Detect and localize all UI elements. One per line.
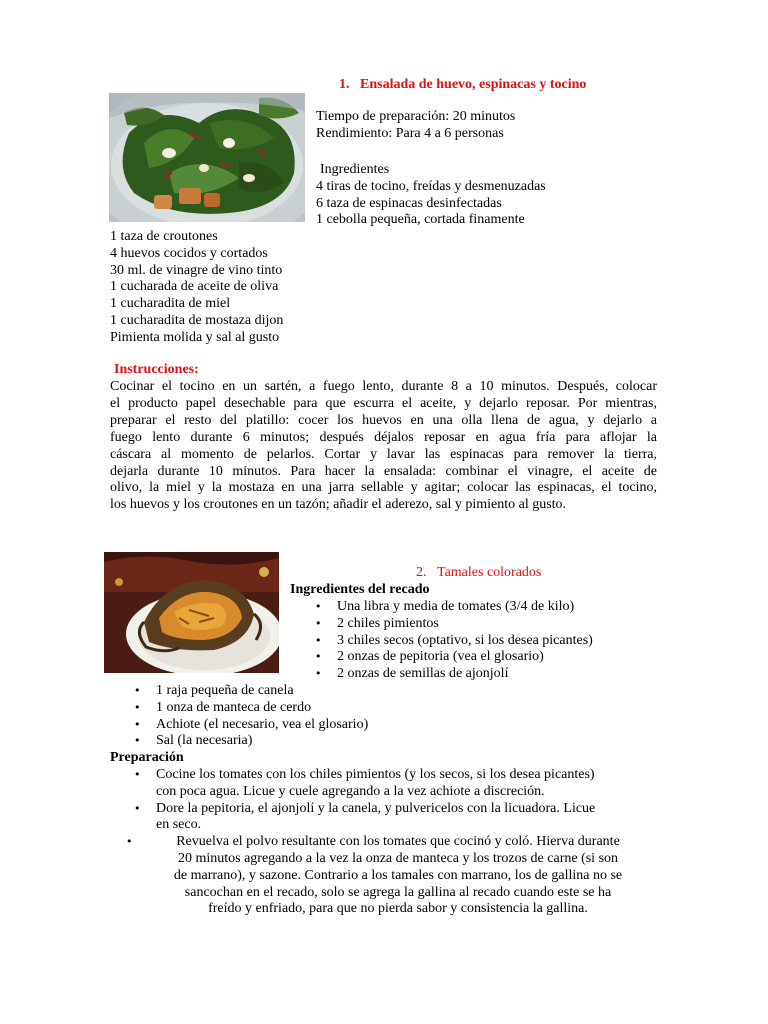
instructions-heading: Instrucciones: [114, 362, 199, 377]
recipe1-ingredients-bottom [110, 229, 283, 347]
list-item: • Achiote (el necesario, vea el glosario) [156, 717, 368, 734]
list-item: • 1 onza de manteca de cerdo [156, 700, 368, 717]
recipe1-number: 1. [339, 77, 350, 92]
recipe1-ingredients-top [316, 162, 546, 229]
recipe2-title-text: Tamales colorados [437, 565, 542, 580]
preparation-heading: Preparación [110, 750, 184, 765]
step-line: con poca agua. Licue y cuele agregando a la vez achiote a discreción. [156, 783, 545, 799]
recipe1-title-text: Ensalada de huevo, espinacas y tocino [360, 77, 587, 92]
preparation-steps [156, 767, 656, 918]
recipe2-subheading: Ingredientes del recado [290, 582, 430, 597]
list-item: • 2 onzas de pepitoria (vea el glosario) [337, 649, 593, 666]
list-item: • 2 chiles pimientos [337, 616, 593, 633]
step-line: freído y enfriado, para que no pierda sabor y consistencia la gallina. [208, 901, 588, 917]
yield: Rendimiento: Para 4 a 6 personas [316, 125, 504, 141]
step-line: • Cocine los tomates con los chiles pimientos (y los secos, si los desea picantes) [156, 767, 595, 782]
recipe1-meta [316, 109, 515, 143]
ingredient-item: 1 cucharadita de mostaza dijon [110, 312, 284, 328]
instructions-line: preparar el resto del platillo: cocer los huevos en una olla llena de agua, y dejarlo a [110, 412, 657, 428]
instructions-line: fuego lento durante 6 minutos; después déjalos reposar en agua fría para aflojar la [110, 429, 657, 445]
recipe2-ingredients-bottom [156, 683, 368, 750]
step-line: de marrano), y sazone. Contrario a los tamales con marrano, los de gallina no se [173, 867, 623, 883]
preparation-step [156, 767, 656, 801]
ingredient-item: 4 huevos cocidos y cortados [110, 245, 268, 261]
instructions-line: dejarla durante 10 minutos. Para hacer la ensalada: combinar el vinagre, el aceite de [110, 463, 657, 479]
ingredient-item: 1 cebolla pequeña, cortada finamente [316, 212, 525, 228]
instructions-line: los huevos y los croutones en un tazón; añadir el aderezo, sal y pimiento al gusto. [110, 497, 567, 513]
ingredient-item: Pimienta molida y sal al gusto [110, 329, 280, 345]
step-line: 20 minutos agregando a la vez la onza de manteca y los trozos de carne (si son [177, 850, 619, 866]
list-item: • Una libra y media de tomates (3/4 de kilo) [337, 599, 593, 616]
recipe2-number: 2. [416, 565, 427, 580]
ingredient-item: 4 tiras de tocino, freídas y desmenuzadas [316, 178, 546, 194]
ingredient-item: 30 ml. de vinagre de vino tinto [110, 262, 283, 278]
preparation-step [156, 801, 656, 835]
step-line: en seco. [156, 817, 202, 833]
recipe2-title [416, 565, 541, 581]
list-item: • 2 onzas de semillas de ajonjolí [337, 666, 593, 683]
ingredient-item: 1 cucharadita de miel [110, 296, 231, 312]
instructions-line: Cocinar el tocino en un sartén, a fuego lento, durante 8 a 10 minutos. Después, colocar [110, 379, 657, 394]
instructions-line: cáscara al momento de pelarlos. Cortar y lavar las espinacas para remover la tierra, [110, 446, 657, 462]
preparation-step [148, 834, 648, 918]
recipe2-ingredients-top [337, 599, 593, 683]
salad-photo [109, 93, 305, 222]
list-item: • 3 chiles secos (optativo, si los desea picantes) [337, 633, 593, 650]
recipe1-title [339, 77, 586, 93]
ingredient-item: 1 taza de croutones [110, 229, 218, 244]
list-item: • 1 raja pequeña de canela [156, 683, 368, 700]
step-line: • Dore la pepitoria, el ajonjolí y la canela, y pulvericelos con la licuadora. Licue [156, 800, 596, 816]
ingredient-item: 1 cucharada de aceite de oliva [110, 279, 279, 295]
ingredients-heading: Ingredientes [320, 162, 390, 177]
instructions-line: el producto papel desechable para que escurra el aceite, y dejarlo reposar. Por mientras, [110, 395, 657, 411]
ingredient-item: 6 taza de espinacas desinfectadas [316, 195, 502, 211]
step-line: • Revuelva el polvo resultante con los tomates que cocinó y coló. Hierva durante [176, 834, 620, 850]
step-line: sancochan en el recado, solo se agrega la gallina al recado cuando este se ha [184, 884, 612, 900]
list-item: • Sal (la necesaria) [156, 733, 368, 750]
instructions-line: olivo, la miel y la mostaza en una jarra sellable y agitar; colocar las espinacas, el tocino, [110, 480, 657, 496]
instructions-paragraph [110, 379, 657, 514]
prep-time: Tiempo de preparación: 20 minutos [316, 109, 516, 124]
tamal-photo [104, 552, 279, 673]
